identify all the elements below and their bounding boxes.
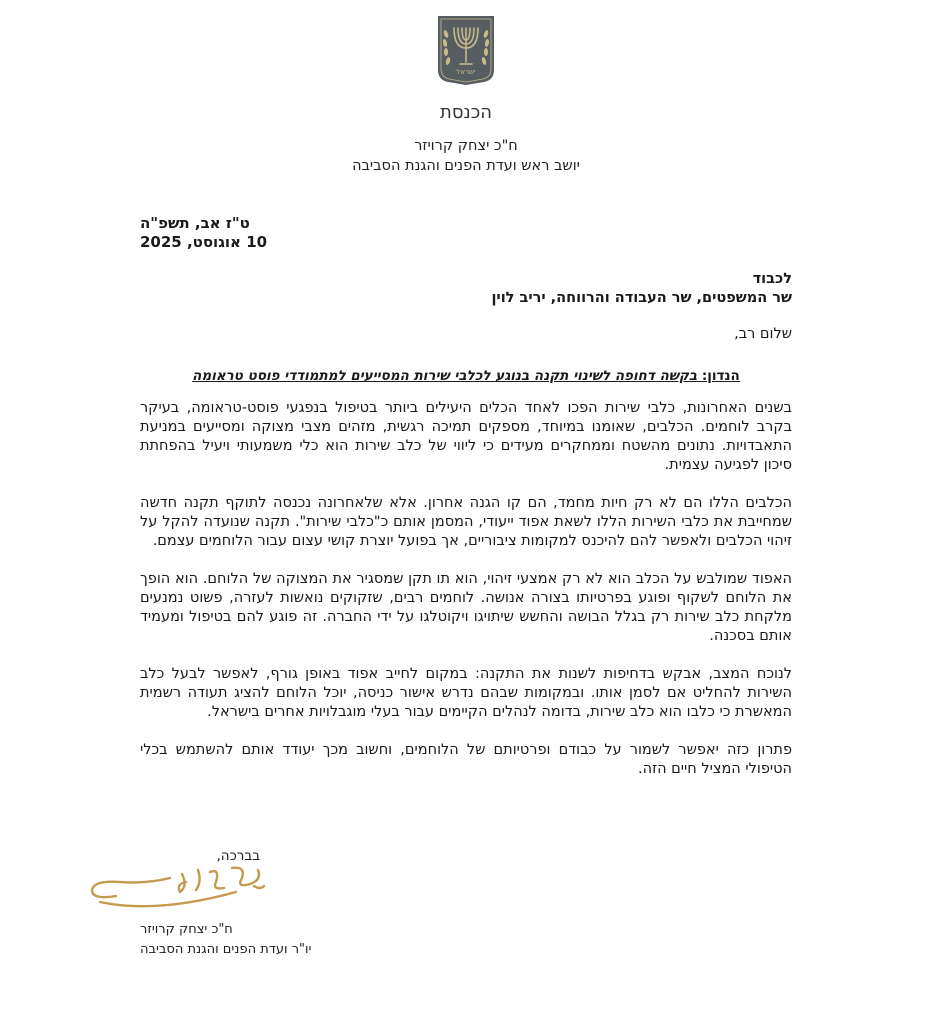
signature-block [140, 920, 360, 960]
greeting: שלום רב, [734, 326, 792, 342]
organization-name: הכנסת [440, 102, 492, 123]
body-paragraph: פתרון כזה יאפשר לשמור על כבודם ופרטיותם של הלוחמים, וחשוב מכך יעודד אותם להשתמש בכלי הטיפולי המציל חיים הזה. [140, 742, 792, 777]
date-gregorian: 10 אוגוסט, 2025 [140, 233, 268, 251]
recipient-block [142, 270, 792, 308]
body-paragraph: הכלבים הללו הם לא רק חיות מחמד, הם קו הגנה אחרון. אלא שלאחרונה נכנסה לתוקף תקנה חדשה שמחייבת את כלבי השירות הללו לשאת אפוד ייעודי, המסמן אותם כ"כלבי שירות". תקנה שנועדה להקל על זיהוי הכלבים ולאפשר להם להיכנס למקומות ציבוריים, אך בפועל יוצרת קושי עצום עבור הלוחמים עצמם. [140, 495, 792, 549]
handwritten-signature [86, 856, 268, 916]
sender-title: יושב ראש ועדת הפנים והגנת הסביבה [352, 158, 580, 174]
closing: בברכה, [216, 848, 260, 864]
subject-prefix: הנדון: [701, 368, 740, 384]
signature-name: ח"כ יצחק קרויזר [140, 922, 233, 937]
emblem-text: ישראל [456, 68, 476, 76]
body-paragraph: האפוד שמולבש על הכלב הוא לא רק אמצעי זיהוי, הוא תו תקן שמסגיר את המצוקה של הלוחם. הוא הופך את הלוחם לשקוף ופוגע בפרטיותו בצורה אנושה. לוחמים רבים, שזקוקים נואשות לעזרה, פשוט נמנעים מלקחת כלב שירות רק בגלל הבושה והחשש שיתויגו ויקוטלגו על ידי החברה. זה פוגע להם בטיפול ומעמיד אותם בסכנה. [140, 571, 792, 644]
body-paragraph: בשנים האחרונות, כלבי שירות הפכו לאחד הכלים היעילים ביותר בטיפול בנפגעי פוסט-טראומה, בעיקר בקרב לוחמים. הכלבים, שאומנו במיוחד, מספקים תמיכה רגשית, מזהים מצבי מצוקה ומסייעים במניעת התאבדויות. נתונים מהשטח וממחקרים מעידים כי ליווי של כלב שירות הוא כלי משמעותי ויעיל בהפחתת סיכון לפגיעה עצמית. [140, 400, 792, 473]
sender-block [0, 136, 932, 176]
date-block [140, 214, 500, 252]
subject-line [0, 368, 932, 384]
body-paragraph: לנוכח המצב, אבקש בדחיפות לשנות את התקנה: במקום לחייב אפוד באופן גורף, לאפשר לבעל כלב השירות להחליט אם לסמן אותו. ובמקומות שבהם נדרש אישור כניסה, יוכל הלוחם להציג תעודה רשמית המאשרת כי כלבו הוא כלב שירות, בדומה לנהלים הקיימים עבור בעלי מוגבלויות אחרים בישראל. [140, 666, 792, 720]
subject-text: בקשה דחופה לשינוי תקנה בנוגע לכלבי שירות המסייעים למתמודדי פוסט טראומה [192, 368, 698, 384]
letter-body [140, 399, 792, 798]
recipient-salutation: לכבוד [752, 271, 792, 287]
date-hebrew: ט"ז אב, תשפ"ה [140, 214, 250, 232]
signature-title: יו"ר ועדת הפנים והגנת הסביבה [140, 942, 312, 957]
recipient-name: שר המשפטים, שר העבודה והרווחה, יריב לוין [491, 290, 792, 306]
knesset-emblem-icon [436, 14, 496, 86]
sender-name: ח"כ יצחק קרויזר [414, 138, 518, 154]
